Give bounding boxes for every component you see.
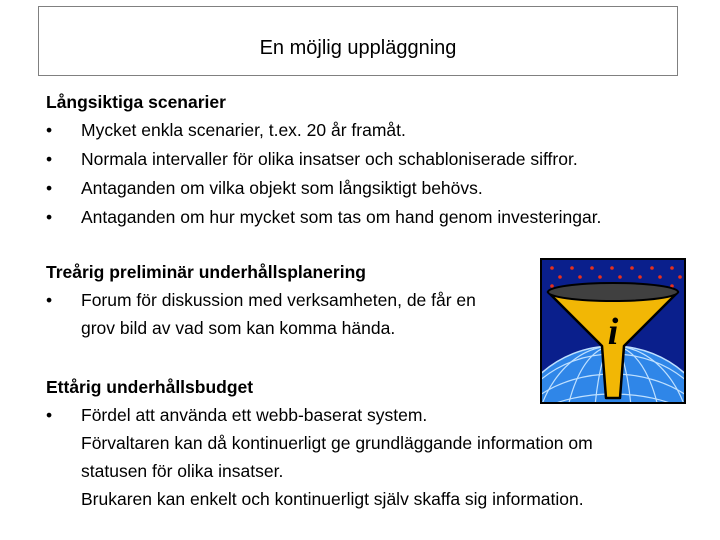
dot	[638, 275, 642, 279]
section-long-term-scenarios	[46, 88, 602, 232]
bullet-text: Antaganden om vilka objekt som långsiktigt behövs.	[81, 178, 483, 198]
section-heading: Ettårig underhållsbudget	[46, 377, 254, 397]
bullet-text: Normala intervaller för olika insatser och schabloniserade siffror.	[81, 149, 578, 169]
bullet-icon: •	[46, 149, 53, 169]
section-one-year-budget	[46, 373, 593, 513]
information-funnel-icon	[540, 258, 686, 404]
list-item	[46, 174, 483, 203]
bullet-icon: •	[46, 290, 53, 310]
dot	[670, 266, 674, 270]
dot	[630, 266, 634, 270]
bullet-continuation: Brukaren kan enkelt och kontinuerligt själv skaffa sig information.	[81, 489, 584, 509]
dot	[650, 266, 654, 270]
bullet-icon: •	[46, 120, 53, 140]
info-letter: i	[607, 311, 619, 353]
bullet-continuation: grov bild av vad som kan komma hända.	[81, 318, 396, 338]
dot	[610, 266, 614, 270]
dot	[658, 275, 662, 279]
section-heading: Långsiktiga scenarier	[46, 92, 226, 112]
dot	[578, 275, 582, 279]
dot	[678, 275, 682, 279]
slide-title-box	[38, 6, 678, 76]
dot	[570, 266, 574, 270]
bullet-icon: •	[46, 178, 53, 198]
bullet-continuation: statusen för olika insatser.	[81, 461, 284, 481]
bullet-icon: •	[46, 405, 53, 425]
list-item	[46, 145, 578, 174]
bullet-icon: •	[46, 207, 53, 227]
list-item	[46, 286, 476, 314]
list-item	[46, 401, 593, 429]
slide-title: En möjlig uppläggning	[259, 37, 457, 59]
section-three-year-planning	[46, 258, 476, 342]
dot	[618, 275, 622, 279]
bullet-continuation: Förvaltaren kan då kontinuerligt ge grundläggande information om	[81, 433, 593, 453]
dot	[550, 266, 554, 270]
dot	[550, 284, 554, 288]
bullet-text: Antaganden om hur mycket som tas om hand genom investeringar.	[81, 207, 602, 227]
section-heading: Treårig preliminär underhållsplanering	[46, 262, 366, 282]
list-item	[46, 203, 602, 232]
bullet-text: Fördel att använda ett webb-baserat system.	[81, 405, 428, 425]
list-item	[46, 116, 406, 145]
dot	[598, 275, 602, 279]
bullet-text: Forum för diskussion med verksamheten, de får en	[81, 290, 476, 310]
dot	[558, 275, 562, 279]
bullet-text: Mycket enkla scenarier, t.ex. 20 år framåt.	[81, 120, 406, 140]
dot	[590, 266, 594, 270]
